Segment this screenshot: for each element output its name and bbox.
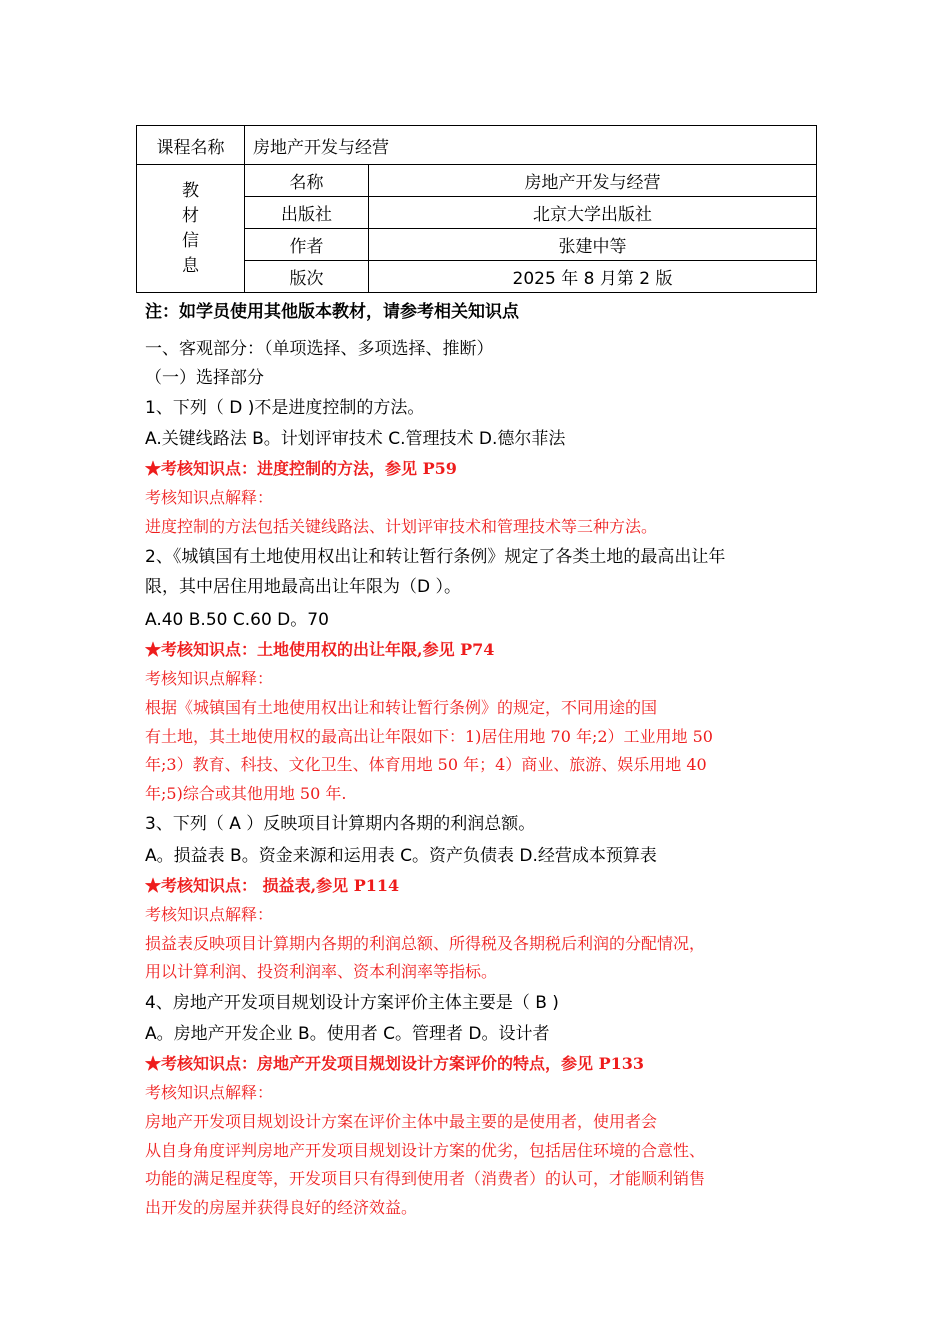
question-3-options: A。损益表 B。资金来源和运用表 C。资产负债表 D.经营成本预算表 <box>145 846 657 866</box>
question-1-knowledge-point: ★考核知识点：进度控制的方法，参见 P59 <box>145 459 457 478</box>
textbook-row-name <box>137 165 817 197</box>
question-2-stem: 限，其中居住用地最高出让年限为（D ）。 <box>145 577 461 597</box>
textbook-field-label: 名称 <box>245 165 369 197</box>
textbook-field-label: 作者 <box>245 229 369 261</box>
textbook-field-value: 北京大学出版社 <box>369 197 817 229</box>
course-row <box>137 126 817 165</box>
question-1-stem: 1、下列（ D )不是进度控制的方法。 <box>145 398 425 418</box>
question-2-knowledge-point: ★考核知识点：土地使用权的出让年限,参见 P74 <box>145 640 495 659</box>
textbook-field-label: 出版社 <box>245 197 369 229</box>
question-2-explanation: 有土地，其土地使用权的最高出让年限如下：1)居住用地 70 年;2）工业用地 50 <box>145 727 713 746</box>
question-4-explanation-label: 考核知识点解释： <box>145 1083 274 1102</box>
version-note: 注：如学员使用其他版本教材，请参考相关知识点 <box>145 302 519 322</box>
question-2-explanation: 年;3）教育、科技、文化卫生、体育用地 50 年；4）商业、旅游、娱乐用地 40 <box>145 755 707 774</box>
question-4-explanation: 房地产开发项目规划设计方案在评价主体中最主要的是使用者，使用者会 <box>145 1112 658 1131</box>
question-3-knowledge-point: ★考核知识点： 损益表,参见 P114 <box>145 876 400 895</box>
textbook-field-value: 房地产开发与经营 <box>369 165 817 197</box>
question-1-explanation: 进度控制的方法包括关键线路法、计划评审技术和管理技术等三种方法。 <box>145 517 658 536</box>
textbook-field-label: 版次 <box>245 261 369 293</box>
question-2-explanation: 根据《城镇国有土地使用权出让和转让暂行条例》的规定，不同用途的国 <box>145 698 658 717</box>
course-info-table <box>136 125 817 293</box>
question-2-stem: 2、《城镇国有土地使用权出让和转让暂行条例》规定了各类土地的最高出让年 <box>145 547 726 567</box>
question-3-explanation: 损益表反映项目计算期内各期的利润总额、所得税及各期税后利润的分配情况， <box>145 934 706 953</box>
question-2-explanation-label: 考核知识点解释： <box>145 669 274 688</box>
course-name-label: 课程名称 <box>137 126 245 165</box>
question-3-explanation-label: 考核知识点解释： <box>145 905 274 924</box>
textbook-info-label: 教材信息 <box>137 165 245 293</box>
question-4-explanation: 功能的满足程度等，开发项目只有得到使用者（消费者）的认可，才能顺利销售 <box>145 1169 706 1188</box>
question-4-knowledge-point: ★考核知识点：房地产开发项目规划设计方案评价的特点，参见 P133 <box>145 1054 645 1073</box>
question-1-explanation-label: 考核知识点解释： <box>145 488 274 507</box>
question-4-stem: 4、房地产开发项目规划设计方案评价主体主要是（ B ) <box>145 993 559 1013</box>
question-2-options: A.40 B.50 C.60 D。70 <box>145 610 329 630</box>
question-4-explanation: 出开发的房屋并获得良好的经济效益。 <box>145 1198 418 1217</box>
subsection-title: （一）选择部分 <box>145 368 264 388</box>
question-4-explanation: 从自身角度评判房地产开发项目规划设计方案的优劣，包括居住环境的合意性、 <box>145 1141 706 1160</box>
textbook-field-value: 2025 年 8 月第 2 版 <box>369 261 817 293</box>
question-3-explanation: 用以计算利润、投资利润率、资本利润率等指标。 <box>145 962 498 981</box>
question-2-explanation: 年;5)综合或其他用地 50 年. <box>145 784 347 803</box>
question-3-stem: 3、下列（ A ）反映项目计算期内各期的利润总额。 <box>145 814 536 834</box>
section-title: 一、客观部分：（单项选择、多项选择、推断） <box>145 339 494 359</box>
course-name-value: 房地产开发与经营 <box>245 126 817 165</box>
question-1-options: A.关键线路法 B。计划评审技术 C.管理技术 D.德尔菲法 <box>145 429 566 449</box>
question-4-options: A。房地产开发企业 B。使用者 C。管理者 D。设计者 <box>145 1024 550 1044</box>
textbook-field-value: 张建中等 <box>369 229 817 261</box>
